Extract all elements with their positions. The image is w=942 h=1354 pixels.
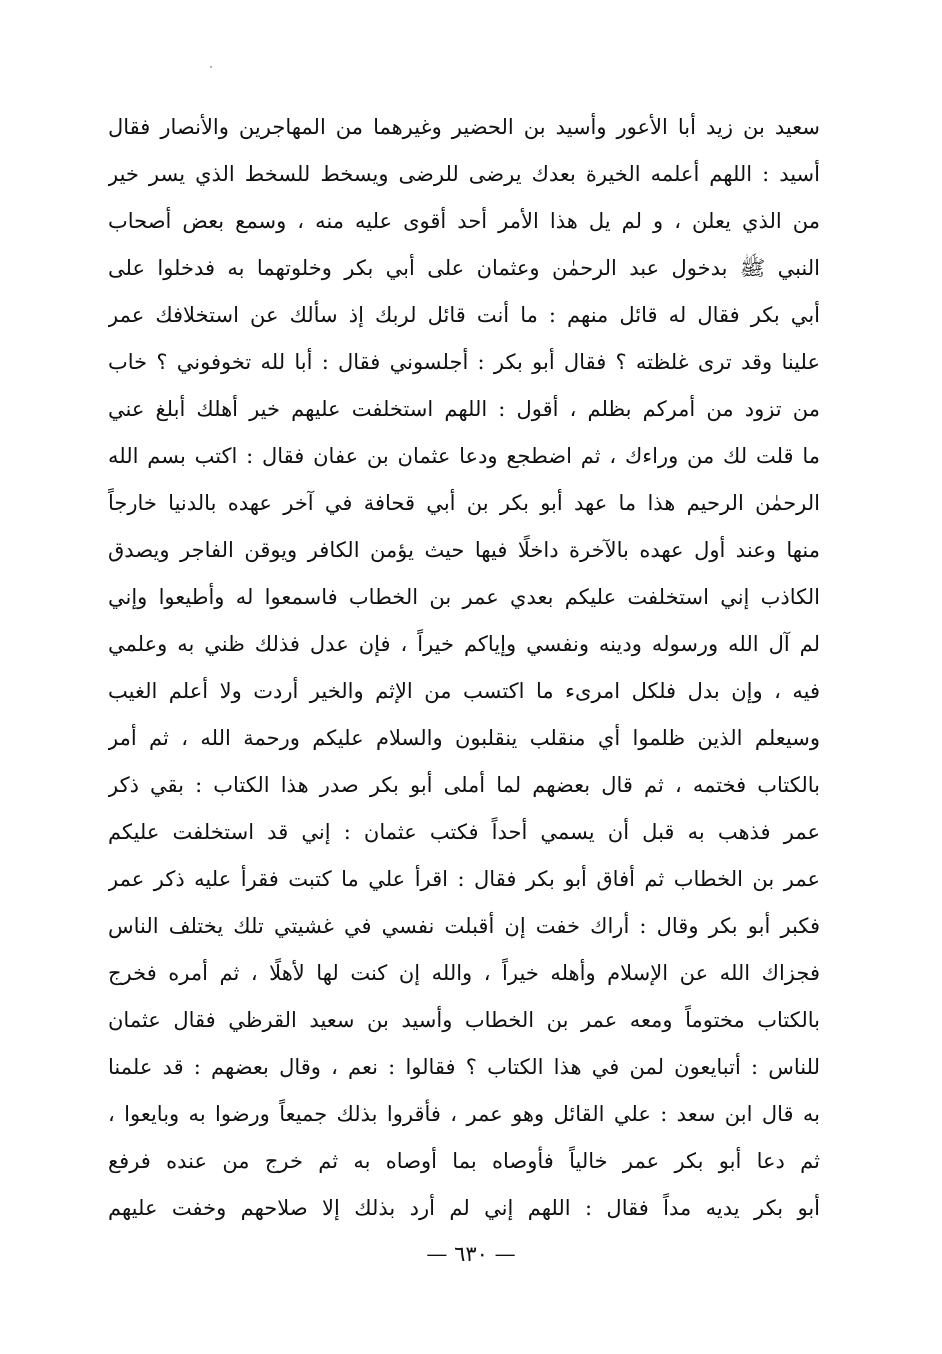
text-line: علينا وقد ترى غلظته ؟ فقال أبو بكر : أجلسوني فقال : أبا لله تخوفوني ؟ خاب (108, 350, 820, 374)
text-line: أسيد : اللهم أعلمه الخيرة بعدك يرضى للرضى ويسخط للسخط الذي يسر خير (108, 162, 820, 186)
text-line: عمر فذهب به قبل أن يسمي أحداً فكتب عثمان : إني قد استخلفت عليكم (108, 820, 820, 844)
text-line: فيه ، وإن بدل فلكل امرىء ما اكتسب من الإثم والخير أردت ولا أعلم الغيب (108, 679, 820, 703)
scan-speck (210, 66, 212, 68)
text-line: ما قلت لك من وراءك ، ثم اضطجع ودعا عثمان بن عفان فقال : اكتب بسم الله (108, 444, 820, 468)
text-line: ثم دعا أبو بكر عمر خالياً فأوصاه بما أوصاه به ثم خرج من عنده فرفع (108, 1149, 820, 1173)
text-line: الكاذب إني استخلفت عليكم بعدي عمر بن الخطاب فاسمعوا له وأطيعوا وإني (108, 585, 820, 609)
text-line: عمر بن الخطاب ثم أفاق أبو بكر فقال : اقرأ علي ما كتبت فقرأ عليه ذكر عمر (108, 867, 820, 891)
text-line: أبو بكر يديه مداً فقال : اللهم إني لم أرد بذلك إلا صلاحهم وخفت عليهم (108, 1196, 820, 1220)
text-line: الرحمٰن الرحيم هذا ما عهد أبو بكر بن أبي قحافة في آخر عهده بالدنيا خارجاً (108, 491, 820, 515)
text-line: النبي ﷺ بدخول عبد الرحمٰن وعثمان على أبي بكر وخلوتهما به فدخلوا على (108, 256, 820, 280)
body-text (108, 104, 820, 1232)
text-line: أبي بكر فقال له قائل منهم : ما أنت قائل لربك إذ سألك عن استخلافك عمر (108, 303, 820, 327)
text-line: فجزاك الله عن الإسلام وأهله خيراً ، والله إن كنت لها لأهلًا ، ثم أمره فخرج (108, 961, 820, 985)
text-line: من الذي يعلن ، و لم يل هذا الأمر أحد أقوى عليه منه ، وسمع بعض أصحاب (108, 209, 820, 233)
text-line: سعيد بن زيد أبا الأعور وأسيد بن الحضير وغيرهما من المهاجرين والأنصار فقال (108, 115, 820, 139)
text-line: من تزود من أمركم بظلم ، أقول : اللهم استخلفت عليهم خير أهلك أبلغ عني (108, 397, 820, 421)
text-line: للناس : أتبايعون لمن في هذا الكتاب ؟ فقالوا : نعم ، وقال بعضهم : قد علمنا (108, 1055, 820, 1079)
text-line: به قال ابن سعد : علي القائل وهو عمر ، فأقروا بذلك جميعاً ورضوا به وبايعوا ، (108, 1102, 820, 1126)
text-line: وسيعلم الذين ظلموا أي منقلب ينقلبون والسلام عليكم ورحمة الله ، ثم أمر (108, 726, 820, 750)
text-line: بالكتاب مختوماً ومعه عمر بن الخطاب وأسيد بن سعيد القرظي فقال عثمان (108, 1008, 820, 1032)
text-line: لم آل الله ورسوله ودينه ونفسي وإياكم خيراً ، فإن عدل فذلك ظني به وعلمي (108, 632, 820, 656)
text-line: منها وعند أول عهده بالآخرة داخلًا فيها حيث يؤمن الكافر ويوقن الفاجر ويصدق (108, 538, 820, 562)
text-line: بالكتاب فختمه ، ثم قال بعضهم لما أملى أبو بكر صدر هذا الكتاب : بقي ذكر (108, 773, 820, 797)
text-line: فكبر أبو بكر وقال : أراك خفت إن أقبلت نفسي في غشيتي تلك يختلف الناس (108, 914, 820, 938)
page-number: — ٦٣٠ — (426, 1242, 516, 1266)
